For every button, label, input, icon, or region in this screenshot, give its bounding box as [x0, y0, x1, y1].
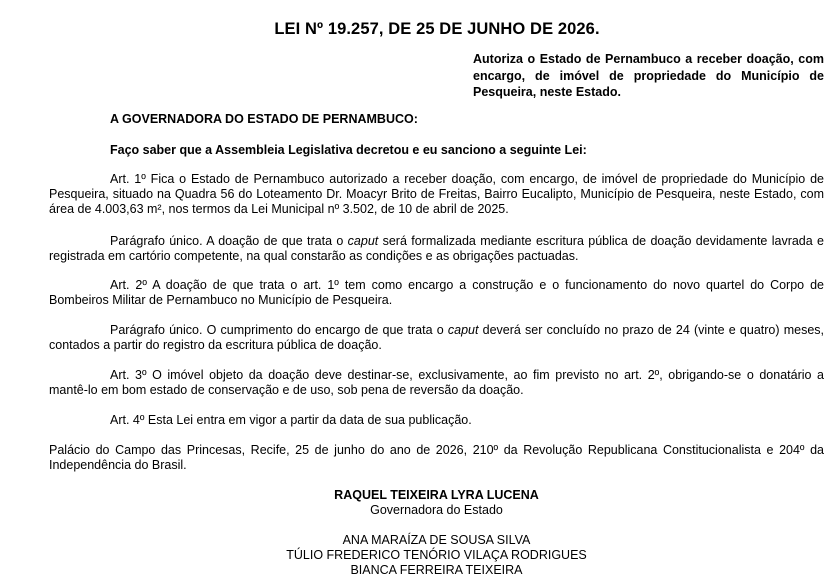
closing-statement: Palácio do Campo das Princesas, Recife, 25 de junho do ano de 2026, 210º da Revolução Republicana Constitucionalista e 204º da Independência do Brasil.	[49, 443, 824, 472]
article-3: Art. 3º O imóvel objeto da doação deve destinar-se, exclusivamente, ao fim previsto no art. 2º, obrigando-se o donatário a mantê-lo em bom estado de conservação e de uso, sob pena de reversão da doação.	[49, 368, 824, 397]
article-2-paragraph	[49, 323, 824, 353]
governor-name: RAQUEL TEIXEIRA LYRA LUCENA	[334, 488, 539, 502]
preamble-enactment: Faço saber que a Assembleia Legislativa decretou e eu sanciono a seguinte Lei:	[110, 143, 587, 157]
article-1-paragraph-text-start: Parágrafo único. A doação de que trata o	[110, 234, 348, 248]
article-2-paragraph-caput: caput	[447, 323, 479, 337]
law-title: LEI Nº 19.257, DE 25 DE JUNHO DE 2026.	[274, 20, 600, 38]
preamble-authority: A GOVERNADORA DO ESTADO DE PERNAMBUCO:	[110, 112, 418, 126]
article-2-paragraph-text-start: Parágrafo único. O cumprimento do encargo de que trata o	[110, 323, 448, 337]
article-2: Art. 2º A doação de que trata o art. 1º tem como encargo a construção e o funcionamento do novo quartel do Corpo de Bombeiros Militar de Pernambuco no Município de Pesqueira.	[49, 278, 824, 307]
cosigner-name: BIANCA FERREIRA TEIXEIRA	[350, 563, 523, 577]
article-4: Art. 4º Esta Lei entra em vigor a partir da data de sua publicação.	[110, 413, 472, 427]
article-2-paragraph-text-end: deverá ser concluído no prazo de 24 (vinte e quatro) meses, contados a partir do registro da escritura pública de doação.	[49, 323, 824, 352]
law-summary: Autoriza o Estado de Pernambuco a receber doação, com encargo, de imóvel de propriedade do Município de Pesqueira, neste Estado.	[473, 52, 824, 99]
cosigner-name: ANA MARAÍZA DE SOUSA SILVA	[342, 533, 531, 547]
cosigner-name: TÚLIO FREDERICO TENÓRIO VILAÇA RODRIGUES	[286, 548, 587, 562]
article-1: Art. 1º Fica o Estado de Pernambuco autorizado a receber doação, com encargo, de imóvel de propriedade do Município de Pesqueira, situado na Quadra 56 do Loteamento Dr. Moacyr Brito de Freitas, Bairro Eucalipto, Município de Pesqueira, neste Estado, com área de 4.003,63 m², nos termos da Lei Municipal nº 3.502, de 10 de abril de 2025.	[49, 172, 824, 216]
article-1-paragraph	[49, 234, 824, 264]
article-1-paragraph-text-end: será formalizada mediante escritura pública de doação devidamente lavrada e registrada em cartório competente, na qual constarão as condições e as obrigações pactuadas.	[49, 234, 824, 263]
article-1-paragraph-caput: caput	[347, 234, 379, 248]
governor-title: Governadora do Estado	[370, 503, 503, 517]
